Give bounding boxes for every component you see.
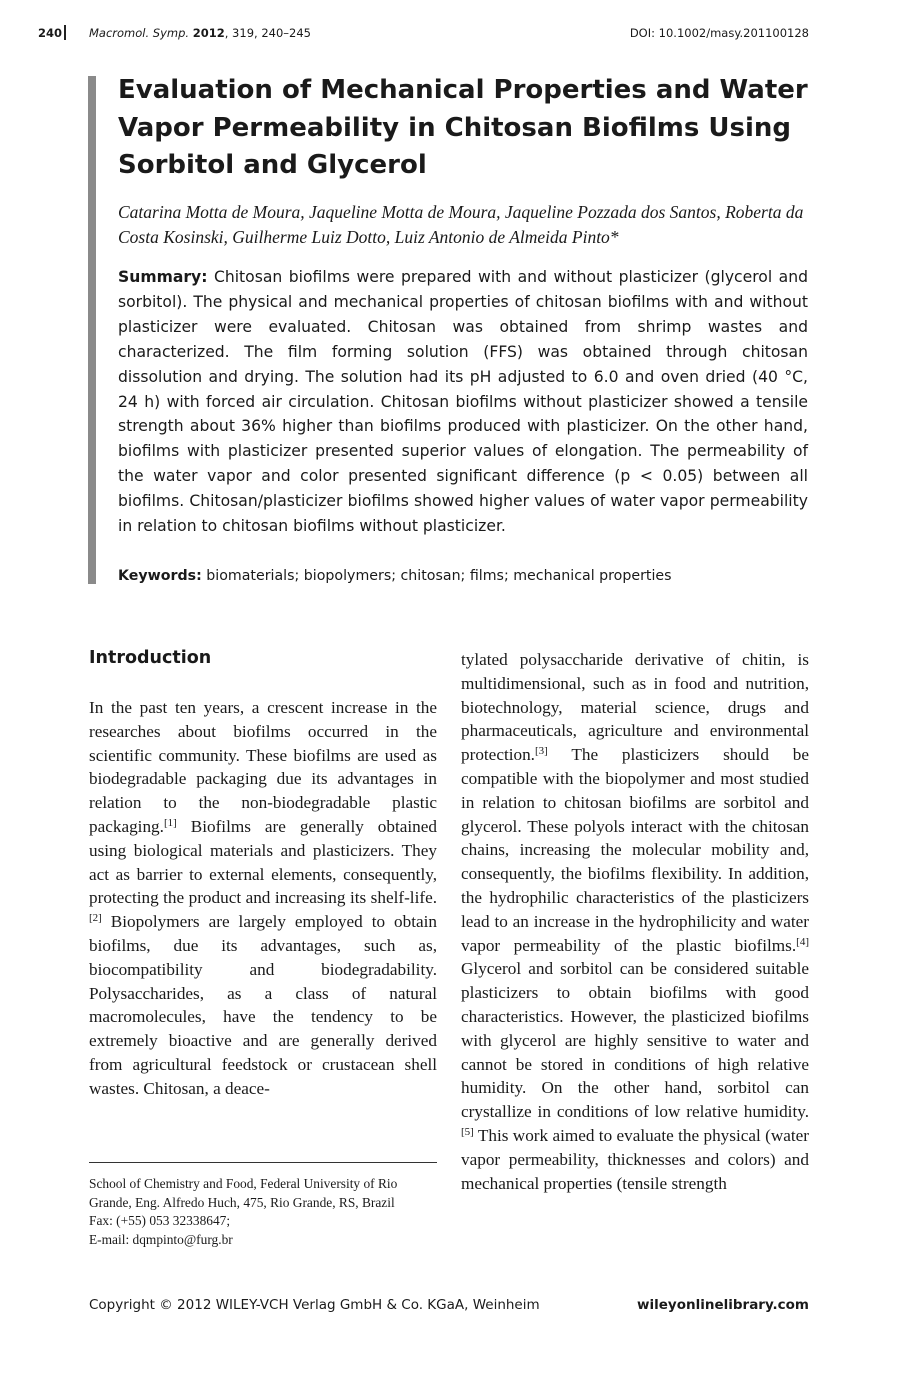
email[interactable]: E-mail: dqmpinto@furg.br (89, 1231, 233, 1247)
footnote-divider (89, 1162, 437, 1163)
reference-link[interactable]: [3] (534, 745, 548, 758)
reference-link[interactable]: [4] (796, 935, 809, 948)
copyright-notice: Copyright © 2012 WILEY-VCH Verlag GmbH & Co. KGaA, Weinheim (89, 1297, 540, 1313)
intro-text-6: Glycerol and sorbitol can be considered suitable plasticizers to obtain biofilms with good characteristics. However, the plasticized biofilms with glycerol are highly sensitive to water and cannot be stored in conditions of high relative humidity. On the other hand, sorbitol can crystallize in conditions of low relative humidity. (461, 959, 809, 1122)
intro-text-7: This work aimed to evaluate the physical (water vapor permeability, thicknesses and colors) and mechanical properties (tensile strength (461, 1125, 809, 1193)
journal-name: Macromol. Symp. (89, 26, 190, 40)
keywords-label: Keywords: (118, 568, 202, 584)
journal-year: 2012 (192, 26, 225, 40)
page-number: 240 (38, 26, 63, 40)
page-number-divider (64, 25, 66, 40)
reference-link[interactable]: [5] (461, 1125, 474, 1138)
affiliation: School of Chemistry and Food, Federal University of Rio Grande, Eng. Alfredo Huch, 475, Rio Grande, RS, Brazil (89, 1176, 398, 1210)
doi: DOI: 10.1002/masy.201100128 (629, 26, 809, 40)
publisher-website-link[interactable]: wileyonlinelibrary.com (637, 1297, 809, 1313)
abstract (118, 265, 808, 539)
author-list: Catarina Motta de Moura, Jaqueline Motta de Moura, Jaqueline Pozzada dos Santos, Roberta da Costa Kosinski, Guilherme Luiz Dotto, Luiz Antonio de Almeida Pinto* (118, 202, 804, 247)
article-title: Evaluation of Mechanical Properties and Water Vapor Permeability in Chitosan Biofilms Using Sorbitol and Glycerol (118, 75, 808, 180)
running-header (0, 26, 904, 42)
affiliation-footnote (89, 1175, 439, 1249)
intro-text-1: In the past ten years, a crescent increase in the researches about biofilms occurred in the scientific community. These biofilms are used as biodegradable packaging due its advantages in relation to the non-biodegradable plastic packaging. (89, 698, 437, 836)
journal-volume-pages: , 319, 240–245 (224, 26, 311, 40)
summary-text: Chitosan biofilms were prepared with and without plasticizer (glycerol and sorbitol). The physical and mechanical properties of chitosan biofilms with and without plasticizer were evaluated. Chitosan was obtained from shrimp wastes and characterized. The film forming solution (FFS) was obtained through chitosan dissolution and drying. The solution had its pH adjusted to 6.0 and oven dried (40 °C, 24 h) with forced air circulation. Chitosan biofilms without plasticizer showed a tensile strength about 36% higher than biofilms produced with plasticizer. On the other hand, biofilms with plasticizer presented superior values of elongation. The permeability of the water vapor and color presented significant difference (p < 0.05) between all biofilms. Chitosan/plasticizer biofilms showed higher values of water vapor permeability in relation to chitosan biofilms without plasticizer. (118, 268, 808, 536)
body-column-right (461, 648, 809, 1195)
reference-link[interactable]: [2] (89, 912, 102, 925)
journal-citation (89, 26, 311, 40)
reference-link[interactable]: [1] (163, 816, 177, 829)
keywords-text: biomaterials; biopolymers; chitosan; films; mechanical properties (206, 568, 672, 584)
title-block-bar (88, 76, 96, 584)
summary-label: Summary: (118, 268, 208, 286)
section-heading-introduction: Introduction (89, 648, 212, 668)
intro-text-3: Biopolymers are largely employed to obtain biofilms, due its advantages, such as, biocompatibility and biodegradability. Polysaccharides, as a class of natural macromolecules, have the tendency to be extremely bioactive and are generally derived from agricultural feedstock or crustacean shell wastes. Chitosan, a deace- (89, 912, 437, 1098)
intro-text-2: Biofilms are generally obtained using biological materials and plasticizers. They act as barrier to external elements, consequently, protecting the product and increasing its shelf-life. (89, 816, 437, 908)
fax: Fax: (+55) 053 32338647; (89, 1213, 231, 1229)
intro-text-5: The plasticizers should be compatible with the biopolymer and most studied in relation to chitosan biofilms are sorbitol and glycerol. These polyols interact with the chitosan chains, increasing the molecular mobility and, consequently, the biofilms flexibility. In addition, the hydrophilic characteristics of the plasticizers lead to an increase in the hydrophilicity and water vapor permeability of the plastic biofilms. (461, 745, 809, 955)
body-column-left (89, 696, 437, 1101)
intro-text-4: tylated polysaccharide derivative of chitin, is multidimensional, such as in food and nutrition, biotechnology, material science, drugs and pharmaceuticals, agriculture and environmental protection. (461, 650, 809, 765)
keywords (118, 566, 808, 586)
